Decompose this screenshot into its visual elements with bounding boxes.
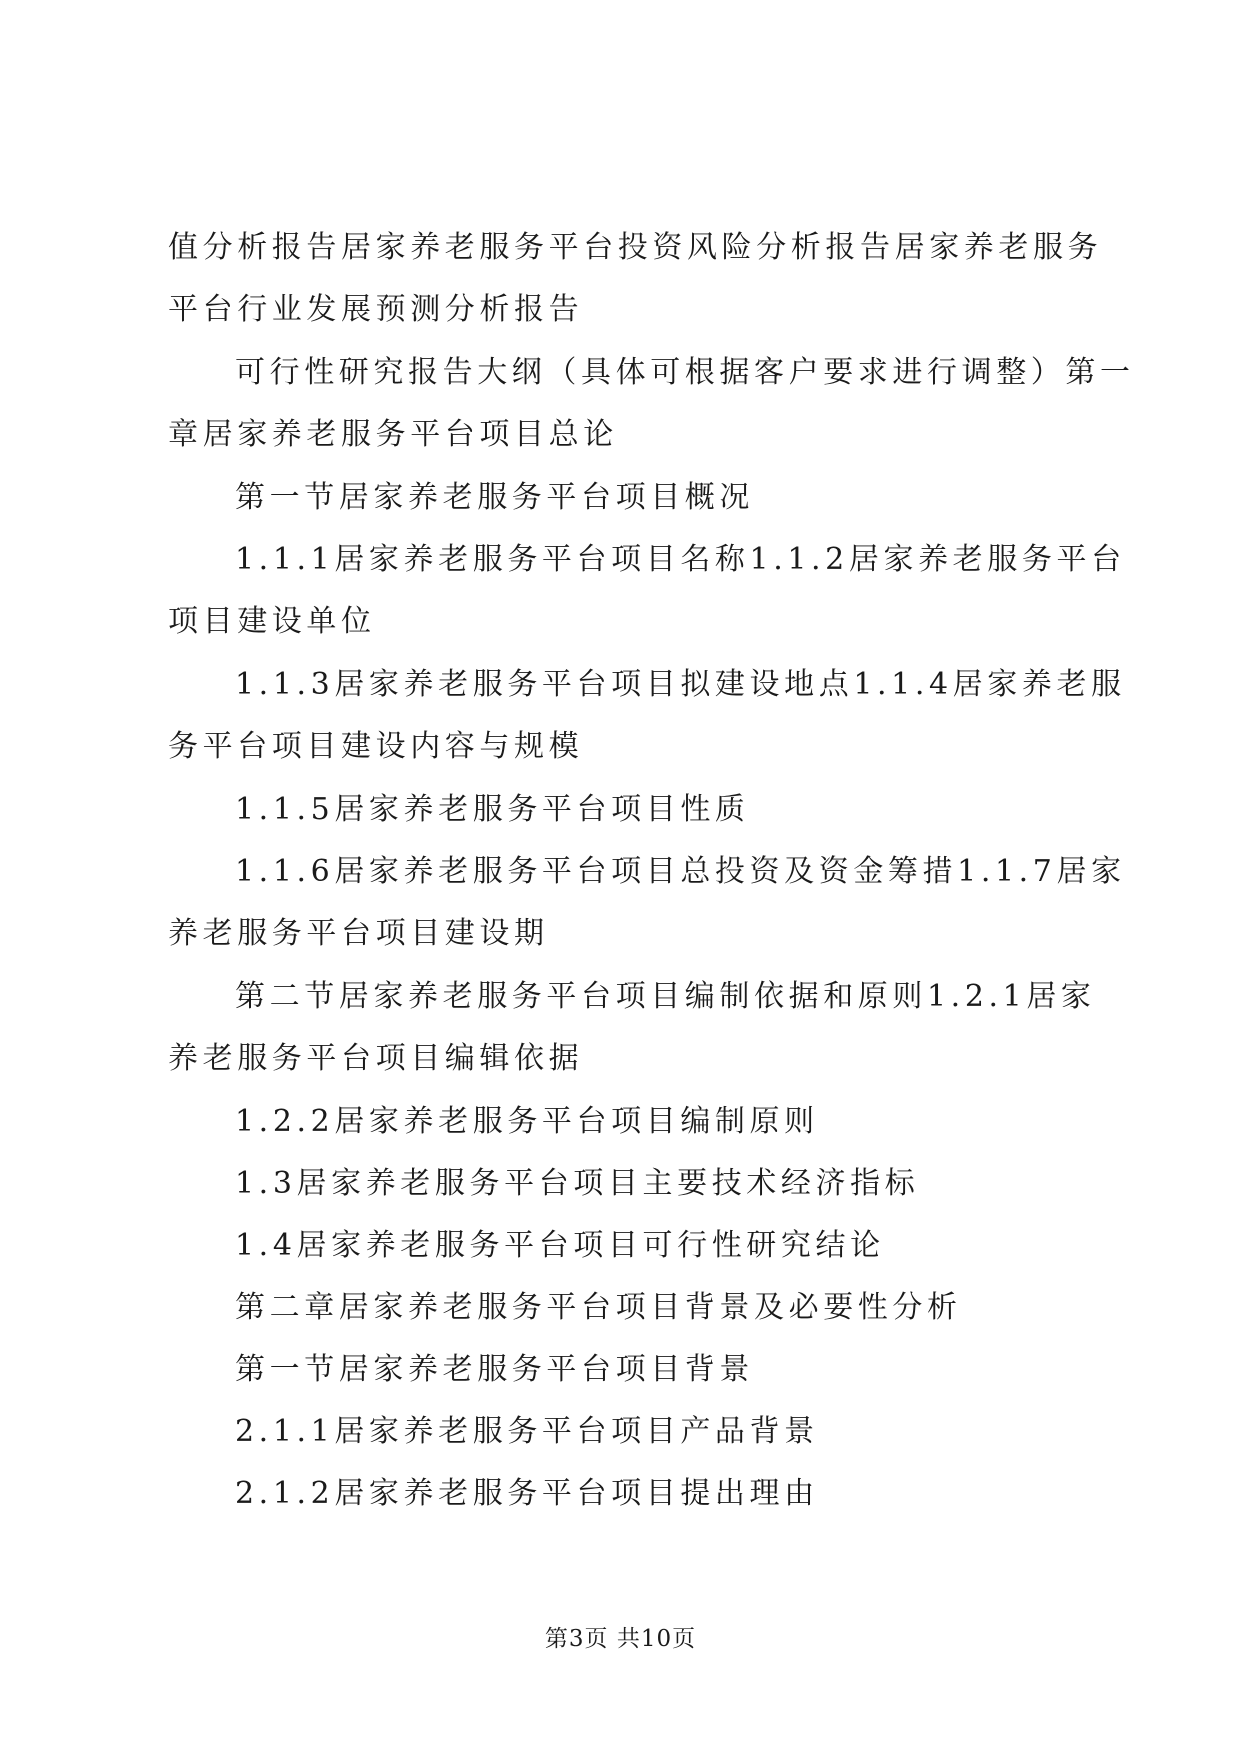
document-body	[168, 228, 1135, 1536]
text-line: 可行性研究报告大纲（具体可根据客户要求进行调整）第一	[235, 355, 1135, 390]
text-line: 平台行业发展预测分析报告	[168, 292, 584, 327]
text-line: 2.1.2居家养老服务平台项目提出理由	[235, 1476, 819, 1511]
text-line: 1.1.5居家养老服务平台项目性质	[235, 792, 750, 827]
text-line: 1.1.3居家养老服务平台项目拟建设地点1.1.4居家养老服	[235, 667, 1126, 702]
text-line: 第一节居家养老服务平台项目概况	[235, 480, 754, 515]
text-line: 章居家养老服务平台项目总论	[168, 417, 618, 452]
text-line: 1.1.6居家养老服务平台项目总投资及资金筹措1.1.7居家	[235, 854, 1126, 889]
text-line: 1.2.2居家养老服务平台项目编制原则	[235, 1104, 819, 1139]
text-line: 第二节居家养老服务平台项目编制依据和原则1.2.1居家	[235, 979, 1096, 1014]
text-line: 1.3居家养老服务平台项目主要技术经济指标	[235, 1166, 920, 1201]
text-line: 第一节居家养老服务平台项目背景	[235, 1352, 754, 1387]
page-number-footer: 第3页 共10页	[544, 1626, 697, 1652]
text-line: 第二章居家养老服务平台项目背景及必要性分析	[235, 1290, 962, 1325]
text-line: 养老服务平台项目编辑依据	[168, 1041, 584, 1076]
text-line: 1.1.1居家养老服务平台项目名称1.1.2居家养老服务平台	[235, 542, 1126, 577]
text-line: 1.4居家养老服务平台项目可行性研究结论	[235, 1228, 885, 1263]
text-line: 项目建设单位	[168, 604, 376, 639]
text-line: 2.1.1居家养老服务平台项目产品背景	[235, 1414, 819, 1449]
text-line: 值分析报告居家养老服务平台投资风险分析报告居家养老服务	[168, 230, 1103, 265]
text-line: 务平台项目建设内容与规模	[168, 729, 584, 764]
text-line: 养老服务平台项目建设期	[168, 916, 549, 951]
